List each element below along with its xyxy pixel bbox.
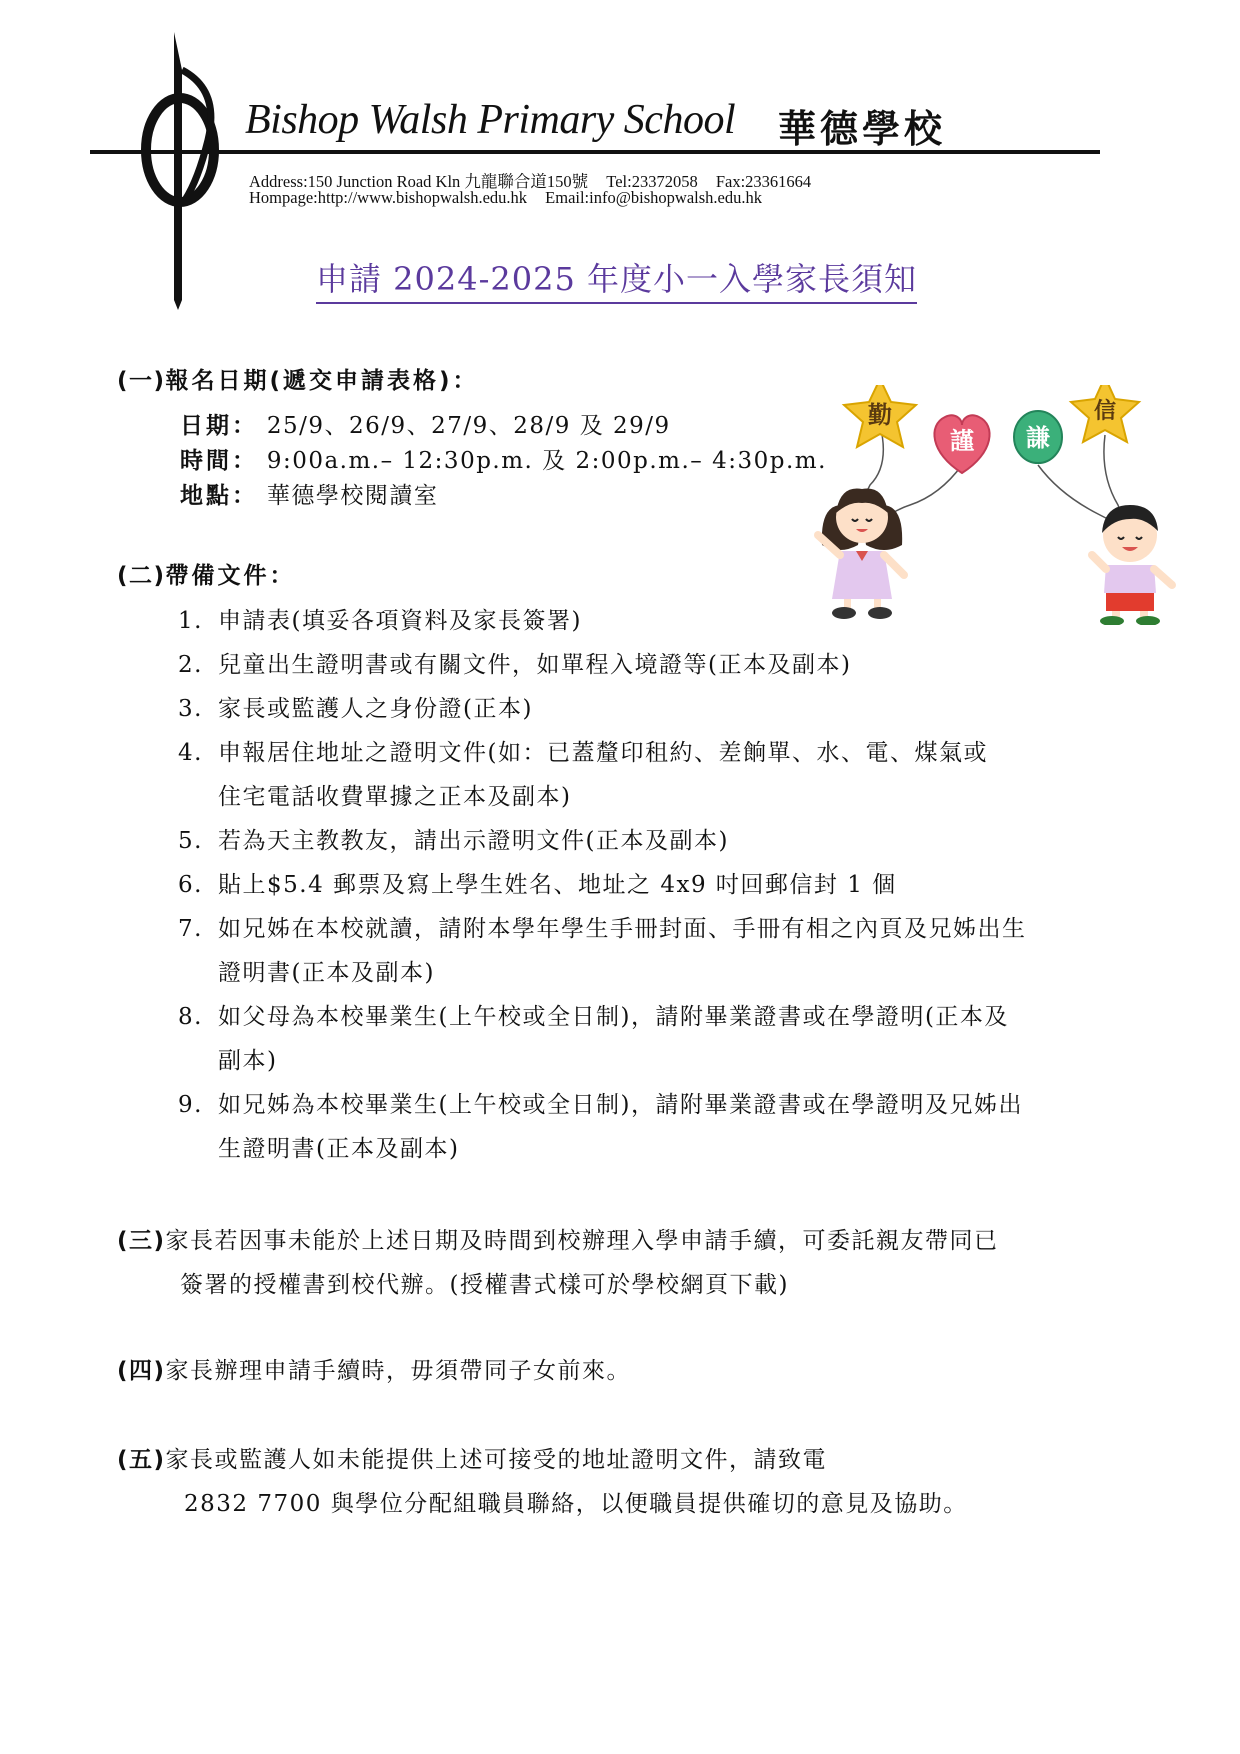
document-title: 申請 2024-2025 年度小一入學家長須知: [316, 254, 917, 304]
document-item-continuation: 生證明書(正本及副本): [218, 1136, 460, 1162]
cross-vertical: [174, 32, 182, 310]
balloon-star-left: [844, 385, 916, 447]
section-5: [117, 1445, 827, 1475]
document-item: 9. 如兄姊為本校畢業生(上午校或全日制)，請附畢業證書或在學證明及兄姊出: [178, 1092, 1023, 1118]
school-name-en: Bishop Walsh Primary School: [245, 97, 736, 143]
document-item: 8. 如父母為本校畢業生(上午校或全日制)，請附畢業證書或在學證明(正本及: [178, 1004, 1009, 1030]
document-item: 4. 申報居住地址之證明文件(如：已蓋釐印租約、差餉單、水、電、煤氣或: [178, 740, 988, 766]
balloon-star-right: [1071, 385, 1139, 442]
document-item-continuation: 住宅電話收費單據之正本及副本): [218, 784, 572, 810]
girl-figure: [818, 489, 904, 620]
document-item: 3. 家長或監護人之身份證(正本): [178, 696, 533, 722]
section-1-title: 報名日期(遞交申請表格)：: [165, 368, 479, 394]
address: Address:150 Junction Road Kln 九龍聯合道150號: [249, 172, 589, 191]
section-5-number: (五): [117, 1447, 166, 1473]
date-label: 日期：: [180, 413, 258, 439]
time-value: 9:00a.m.– 12:30p.m. 及 2:00p.m.– 4:30p.m.: [266, 448, 827, 474]
contact-line-2: [249, 188, 776, 208]
homepage-link[interactable]: Hompage:http://www.bishopwalsh.edu.hk: [249, 188, 528, 207]
document-item: 2. 兒童出生證明書或有關文件，如單程入境證等(正本及副本): [178, 652, 852, 678]
section-3-continuation: 簽署的授權書到校代辦。(授權書式樣可於學校網頁下載): [180, 1272, 789, 1298]
balloon-circle: [1014, 411, 1062, 463]
balloon-heart: [934, 415, 989, 473]
section-1-number: (一): [117, 368, 166, 394]
document-item: 1. 申請表(填妥各項資料及家長簽署): [178, 608, 582, 634]
section-3: [117, 1226, 999, 1256]
balloon-label-1: 勤: [868, 401, 892, 429]
boy-figure: [1092, 505, 1172, 625]
place-value: 華德學校閱讀室: [266, 483, 439, 509]
section-5-text: 家長或監護人如未能提供上述可接受的地址證明文件，請致電: [165, 1447, 828, 1473]
telephone: Tel:23372058: [606, 172, 698, 191]
document-item: 7. 如兄姊在本校就讀，請附本學年學生手冊封面、手冊有相之內頁及兄姊出生: [178, 916, 1027, 942]
time-label: 時間：: [180, 448, 258, 474]
email-link[interactable]: Email:info@bishopwalsh.edu.hk: [545, 188, 762, 207]
section-4: [117, 1356, 631, 1386]
time-row: [180, 446, 827, 476]
balloon-label-2: 謹: [950, 427, 974, 455]
section-4-number: (四): [117, 1358, 166, 1384]
section-3-number: (三): [117, 1228, 166, 1254]
document-item: 5. 若為天主教教友，請出示證明文件(正本及副本): [178, 828, 729, 854]
section-2-number: (二): [117, 563, 166, 589]
document-item: 6. 貼上$5.4 郵票及寫上學生姓名、地址之 4x9 吋回郵信封 1 個: [178, 872, 897, 898]
balloon-label-4: 信: [1093, 399, 1117, 424]
fax: Fax:23361664: [715, 172, 812, 191]
place-row: [180, 481, 438, 511]
section-4-text: 家長辦理申請手續時，毋須帶同子女前來。: [165, 1358, 632, 1384]
document-item-continuation: 證明書(正本及副本): [218, 960, 435, 986]
children-balloons-illustration: [800, 385, 1190, 625]
section-2-heading: [117, 561, 296, 591]
section-2-title: 帶備文件：: [165, 563, 296, 589]
school-name-zh: 華德學校: [778, 107, 947, 151]
balloon-label-3: 謙: [1026, 424, 1050, 452]
date-row: [180, 411, 671, 441]
place-label: 地點：: [180, 483, 258, 509]
section-5-continuation: 2832 7700 與學位分配組職員聯絡，以便職員提供確切的意見及協助。: [184, 1491, 968, 1517]
header-rule: [90, 150, 1100, 154]
document-item-continuation: 副本): [218, 1048, 278, 1074]
date-value: 25/9、26/9、27/9、28/9 及 29/9: [266, 413, 671, 439]
section-1-heading: [117, 366, 479, 396]
section-3-text: 家長若因事未能於上述日期及時間到校辦理入學申請手續，可委託親友帶同已: [165, 1228, 999, 1254]
